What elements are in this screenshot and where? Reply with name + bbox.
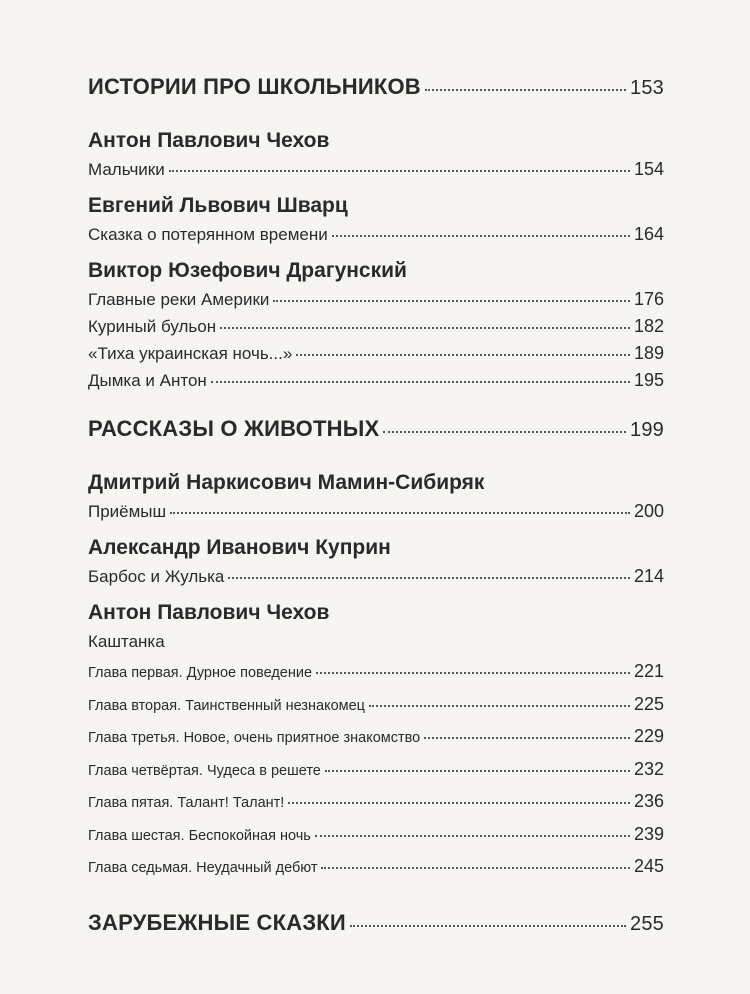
- author-name: Александр Иванович Куприн: [88, 536, 391, 559]
- dot-leader: [325, 770, 630, 772]
- dot-leader: [315, 835, 630, 837]
- dot-leader: [383, 431, 626, 433]
- dot-leader: [220, 327, 630, 329]
- table-of-contents: [88, 72, 664, 936]
- section-heading[interactable]: [88, 910, 664, 936]
- dot-leader: [169, 170, 630, 172]
- entry-title: Глава четвёртая. Чудеса в решете: [88, 762, 321, 779]
- chapter-entry[interactable]: [88, 851, 664, 884]
- entry-title: Глава пятая. Талант! Талант!: [88, 795, 285, 811]
- chapter-entry[interactable]: [88, 786, 664, 819]
- entry-title: Глава первая. Дурное поведение: [88, 665, 313, 681]
- dot-leader: [332, 235, 630, 237]
- entry-title: Глава вторая. Таинственный незнакомец: [88, 697, 365, 714]
- section-title: РАССКАЗЫ О ЖИВОТНЫХ: [88, 416, 380, 441]
- dot-leader: [211, 381, 630, 383]
- section-title: ИСТОРИИ ПРО ШКОЛЬНИКОВ: [88, 74, 421, 99]
- entry-title: Мальчики: [88, 160, 165, 179]
- chapter-entry[interactable]: [88, 689, 664, 722]
- page-number: 189: [633, 343, 664, 363]
- entry-title: Дымка и Антон: [88, 371, 207, 390]
- entry-title: Главные реки Америки: [88, 290, 270, 309]
- page-number: 200: [633, 501, 664, 521]
- page-number: 245: [633, 856, 664, 876]
- dot-leader: [369, 705, 630, 707]
- page-number: 182: [633, 316, 664, 336]
- dot-leader: [425, 89, 626, 91]
- work-title: Каштанка: [88, 632, 165, 651]
- author-name: Виктор Юзефович Драгунский: [88, 259, 407, 282]
- page-number: 199: [630, 419, 664, 441]
- author-name: Дмитрий Наркисович Мамин-Сибиряк: [88, 471, 485, 494]
- page-number: 225: [633, 693, 664, 714]
- entry-title: Глава шестая. Беспокойная ночь: [88, 827, 311, 844]
- section-heading[interactable]: [88, 416, 664, 442]
- entry-title: Куриный бульон: [88, 317, 217, 336]
- page-number: 176: [633, 289, 664, 309]
- page-number: 229: [633, 726, 664, 746]
- page-number: 236: [633, 791, 664, 811]
- page-number: 232: [633, 758, 664, 779]
- dot-leader: [273, 300, 630, 302]
- page-number: 221: [633, 661, 664, 681]
- toc-entry[interactable]: [88, 286, 664, 313]
- entry-title: Глава седьмая. Неудачный дебют: [88, 860, 318, 876]
- dot-leader: [170, 512, 630, 514]
- page-number: 154: [633, 159, 664, 179]
- entry-title: «Тиха украинская ночь...»: [88, 344, 293, 363]
- toc-entry[interactable]: [88, 498, 664, 525]
- page-number: 214: [633, 566, 664, 586]
- dot-leader: [228, 577, 630, 579]
- page-number: 239: [633, 823, 664, 844]
- entry-title: Глава третья. Новое, очень приятное знакомство: [88, 730, 421, 746]
- toc-entry[interactable]: [88, 340, 664, 367]
- page-number: 195: [633, 370, 664, 390]
- dot-leader: [288, 802, 630, 804]
- toc-entry[interactable]: [88, 367, 664, 394]
- dot-leader: [321, 867, 629, 869]
- section-title: ЗАРУБЕЖНЫЕ СКАЗКИ: [88, 909, 346, 935]
- toc-entry[interactable]: [88, 156, 664, 183]
- author-name: Антон Павлович Чехов: [88, 601, 330, 624]
- page-number: 153: [630, 77, 664, 99]
- section-heading[interactable]: [88, 74, 664, 100]
- chapter-entry[interactable]: [88, 656, 664, 689]
- dot-leader: [350, 925, 626, 927]
- dot-leader: [424, 737, 630, 739]
- author-name: Антон Павлович Чехов: [88, 129, 330, 152]
- chapter-entry[interactable]: [88, 819, 664, 852]
- chapter-entry[interactable]: [88, 754, 664, 787]
- entry-title: Приёмыш: [88, 502, 167, 521]
- entry-title: Сказка о потерянном времени: [88, 225, 328, 244]
- page-number: 255: [630, 912, 664, 935]
- page-number: 164: [633, 224, 664, 244]
- toc-entry[interactable]: [88, 313, 664, 340]
- entry-title: Барбос и Жулька: [88, 567, 225, 586]
- dot-leader: [316, 672, 630, 674]
- toc-entry[interactable]: [88, 221, 664, 248]
- toc-entry[interactable]: [88, 563, 664, 590]
- chapter-entry[interactable]: [88, 721, 664, 754]
- author-name: Евгений Львович Шварц: [88, 194, 348, 217]
- dot-leader: [296, 354, 630, 356]
